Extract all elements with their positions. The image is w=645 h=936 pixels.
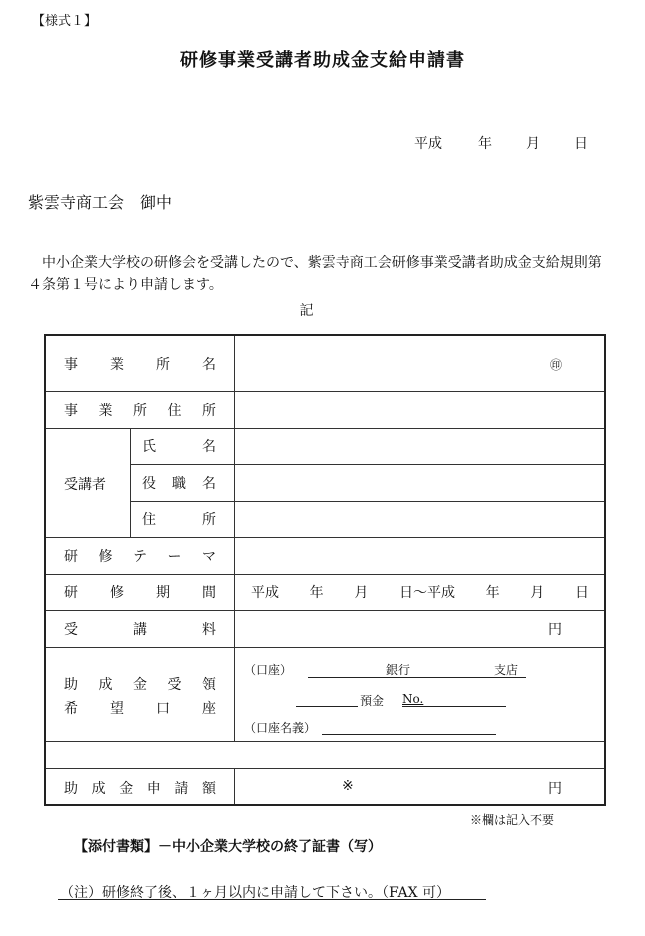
trainee-name-label: 氏 名 [142,439,216,455]
trainee-position-field[interactable] [236,466,602,500]
ki-marker: 記 [299,303,314,319]
trainee-name-field[interactable] [236,430,602,463]
office-use-mark: ※ [342,778,354,794]
date-day-label: 日 [574,136,588,152]
trainee-address-field[interactable] [236,503,602,536]
office-name-field[interactable] [236,338,602,390]
trainee-address-label: 住 所 [142,512,216,528]
receiving-account-label-line1: 助 成 金 受 領 [64,677,216,693]
account-holder-field[interactable] [322,734,496,735]
footnote-underline [58,899,486,900]
office-address-field[interactable] [236,393,602,427]
office-use-note: ※欄は記入不要 [470,813,555,827]
account-number-field[interactable] [402,706,506,707]
bank-label: 銀行 [386,663,411,677]
training-period-label: 研 修 期 間 [64,585,216,601]
date-month-label: 月 [526,136,540,152]
trainee-label: 受講者 [64,477,106,493]
tuition-fee-unit: 円 [548,622,562,638]
date-year-label: 年 [478,136,492,152]
blank-row [48,743,602,767]
account-holder-label: （口座名義） [244,721,317,735]
branch-label: 支店 [494,663,519,677]
date-era: 平成 [414,136,442,152]
tuition-fee-field[interactable] [236,612,536,646]
addressee: 紫雲寺商工会 御中 [28,193,173,212]
training-theme-field[interactable] [236,539,602,573]
seal-mark: ㊞ [550,358,563,372]
receiving-account-label-line2: 希 望 口 座 [64,701,216,717]
attachments-note: 【添付書類】－中小企業大学校の終了証書（写） [74,839,382,855]
application-statement: 中小企業大学校の研修会を受講したので、紫雲寺商工会研修事業受講者助成金支給規則第４条第１号により申請します。 [28,255,602,293]
requested-amount-label: 助 成 金 申 請 額 [64,781,216,797]
deadline-note: （注）研修終了後、１ヶ月以内に申請して下さい。（FAX 可） [60,885,451,901]
office-name-label: 事 業 所 名 [64,357,216,373]
application-form-table [44,334,606,806]
deposit-label: 預金 [360,694,385,708]
office-address-label: 事 業 所 住 所 [64,403,216,419]
tuition-fee-label: 受 講 料 [64,622,216,638]
trainee-position-label: 役 職 名 [142,476,216,492]
document-title: 研修事業受講者助成金支給申請書 [180,50,465,71]
requested-amount-unit: 円 [548,781,562,797]
account-number-label: No. [402,692,424,706]
account-label: （口座） [244,663,293,677]
deposit-type-field[interactable] [296,706,358,707]
training-period-field[interactable]: 平成 年 月 日～平成 年 月 日 [251,585,589,601]
form-number: 【様式１】 [32,14,98,29]
training-theme-label: 研 修 テ ー マ [64,549,216,565]
